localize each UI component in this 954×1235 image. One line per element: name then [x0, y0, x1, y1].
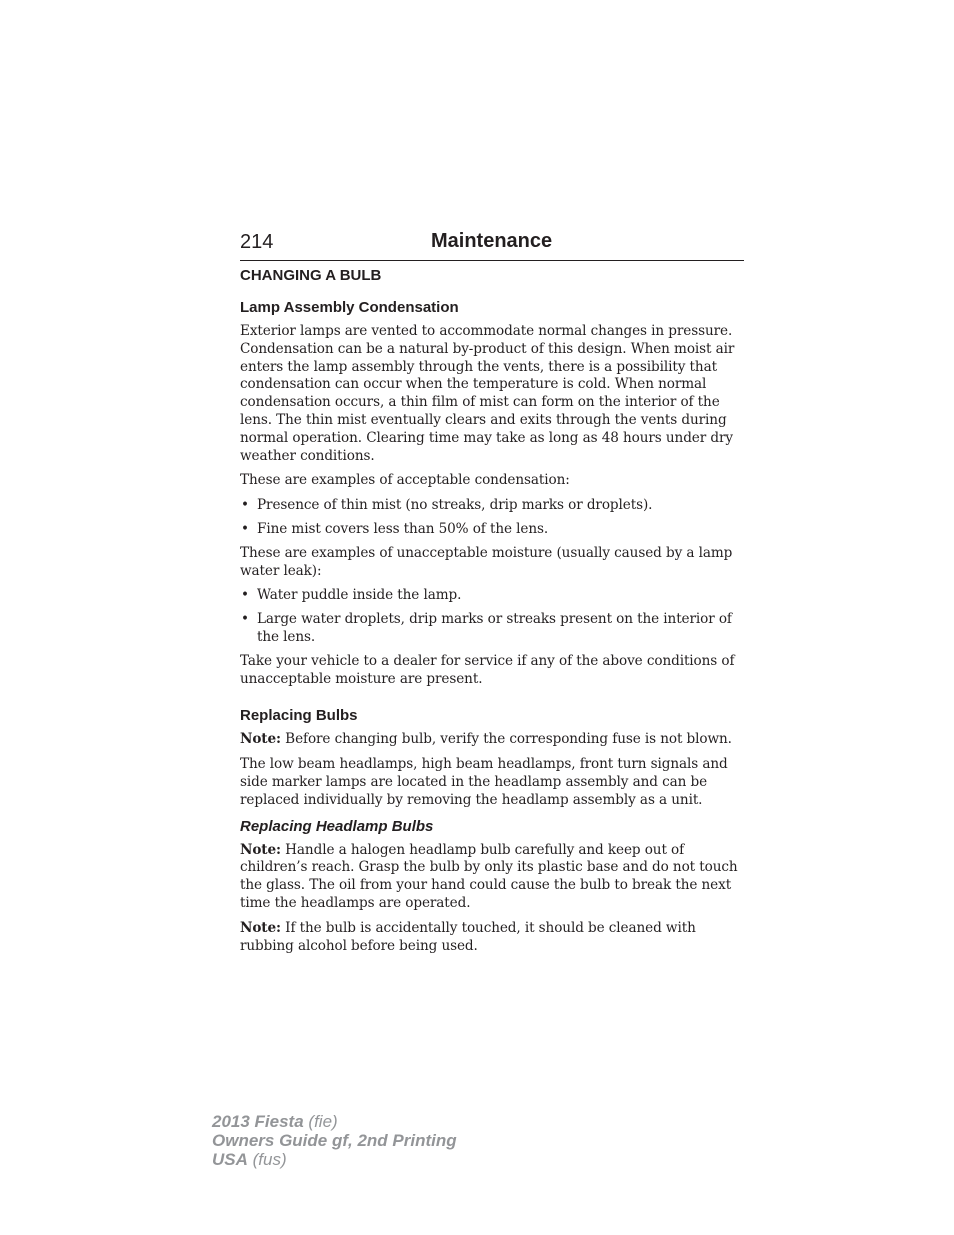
main-heading: CHANGING A BULB [240, 267, 382, 284]
list-item-text: Water puddle inside the lamp. [257, 587, 462, 604]
list-item-text: Presence of thin mist (no streaks, drip marks or droplets). [257, 497, 653, 514]
page-number: 214 [240, 231, 274, 253]
footer-guide: Owners Guide gf, 2nd Printing [212, 1131, 457, 1150]
headlamp-note-2 [240, 920, 744, 956]
list-item-text: Large water droplets, drip marks or streaks present on the interior of the lens. [257, 611, 732, 645]
list-item [240, 497, 744, 515]
footer-model: 2013 Fiesta [212, 1112, 304, 1131]
acceptable-list [240, 497, 744, 539]
footer-line-model [212, 1112, 457, 1131]
heading-replacing-headlamp-bulbs: Replacing Headlamp Bulbs [240, 817, 434, 835]
replacing-note [240, 731, 744, 749]
acceptable-intro: These are examples of acceptable condensation: [240, 472, 570, 489]
note-label: Note: [240, 841, 281, 858]
note-text: Handle a halogen headlamp bulb carefully and keep out of children’s reach. Grasp the bulb by only its plastic base and do not touch the glass. The oil from your hand could cause the bulb to break the next time the headlamps are operated. [240, 841, 738, 911]
footer-market: USA [212, 1150, 248, 1169]
bullet-icon: • [241, 611, 249, 628]
list-item-text: Fine mist covers less than 50% of the lens. [257, 520, 549, 537]
bullet-icon: • [241, 587, 249, 604]
heading-lamp-condensation: Lamp Assembly Condensation [240, 299, 459, 316]
bullet-icon: • [241, 497, 249, 514]
list-item [240, 587, 744, 605]
headlamp-note-1 [240, 842, 744, 913]
bullet-icon: • [241, 520, 249, 537]
heading-replacing-bulbs: Replacing Bulbs [240, 707, 358, 725]
condensation-paragraph: Exterior lamps are vented to accommodate normal changes in pressure. Condensation can be a natural by-product of this design. When moist air enters the lamp assembly through the vents, there is a possibility that condensation can occur when the temperature is cold. When normal condensation occurs, a thin film of mist can form on the interior of the lens. The thin mist eventually clears and exits through the vents during normal operation. Clearing time may take as long as 48 hours under dry weather conditions. [240, 323, 735, 464]
note-label: Note: [240, 919, 281, 936]
page-header [240, 228, 744, 261]
note-label: Note: [240, 731, 281, 748]
note-text: If the bulb is accidentally touched, it should be cleaned with rubbing alcohol before being used. [240, 919, 696, 954]
page-content [240, 266, 744, 962]
section-title: Maintenance [431, 230, 553, 252]
list-item [240, 611, 744, 647]
list-item [240, 521, 744, 539]
closing-paragraph: Take your vehicle to a dealer for service if any of the above conditions of unacceptable moisture are present. [240, 652, 735, 687]
unacceptable-intro: These are examples of unacceptable moisture (usually caused by a lamp water leak): [240, 544, 733, 579]
unacceptable-list [240, 587, 744, 646]
note-text: Before changing bulb, verify the corresponding fuse is not blown. [280, 731, 732, 748]
footer-model-code: (fie) [303, 1112, 338, 1131]
page-footer [212, 1112, 457, 1169]
footer-line-guide [212, 1131, 457, 1150]
footer-line-market [212, 1150, 457, 1169]
replacing-paragraph: The low beam headlamps, high beam headlamps, front turn signals and side marker lamps are located in the headlamp assembly and can be replaced individually by removing the headlamp assembly as a unit. [240, 756, 728, 808]
footer-market-code: (fus) [247, 1150, 287, 1169]
